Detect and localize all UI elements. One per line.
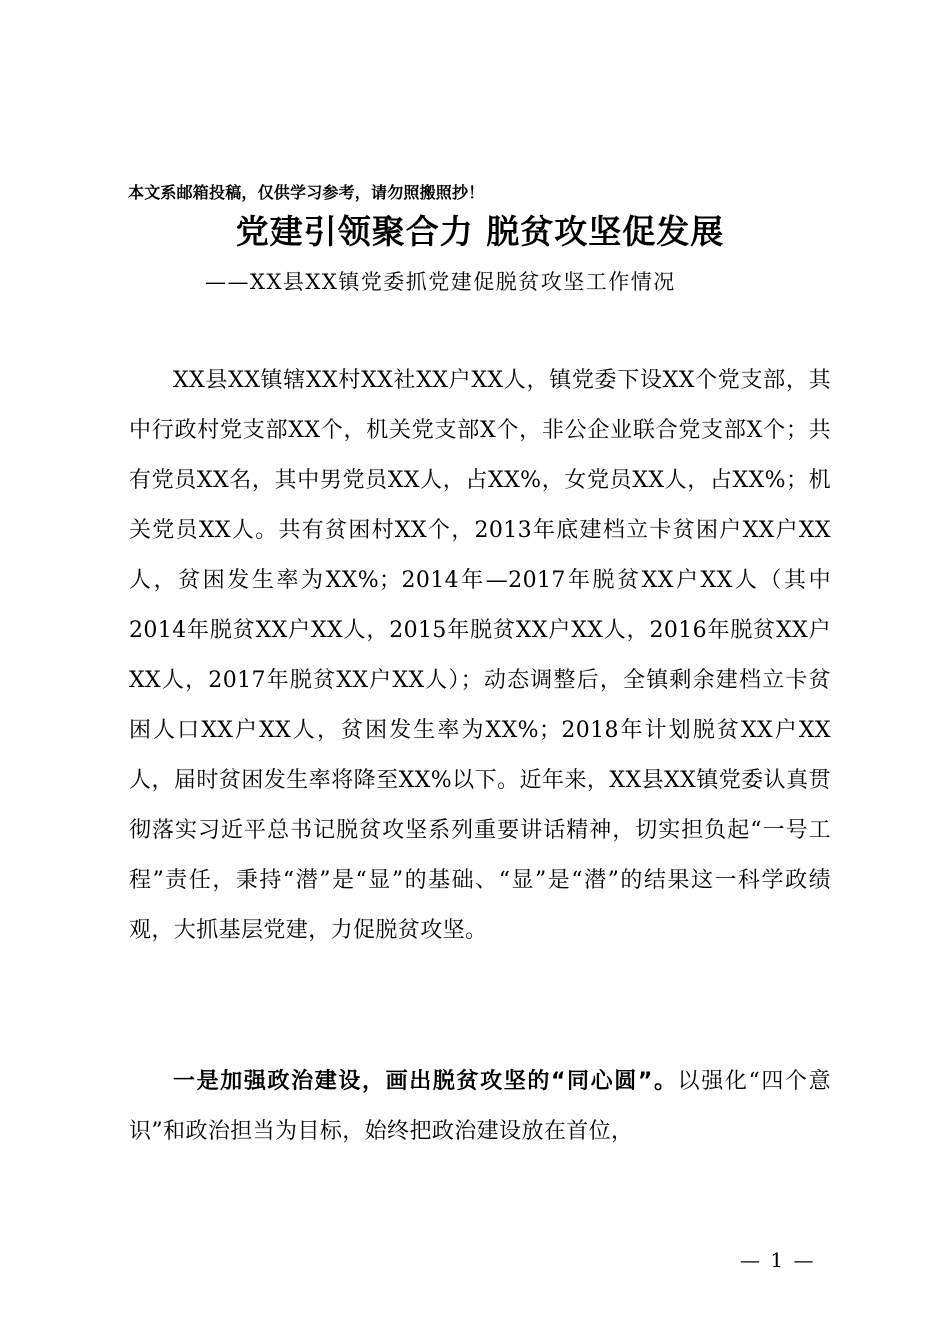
section-1-paragraph [129, 1057, 831, 1157]
section-1-text: 以强化“四个意识”和政治担当为目标，始终把政治建设放在首位， [129, 1069, 831, 1144]
document-subtitle: ——XX县XX镇党委抓党建促脱贫攻坚工作情况 [205, 270, 676, 294]
copyright-notice: 本文系邮箱投稿，仅供学习参考，请勿照搬照抄！ [128, 183, 485, 202]
document-title: 党建引领聚合力 脱贫攻坚促发展 [235, 212, 725, 251]
section-1-heading: 一是加强政治建设，画出脱贫攻坚的“同心圆”。 [173, 1069, 678, 1094]
page-number: — 1 — [740, 1248, 816, 1272]
intro-paragraph: XX县XX镇辖XX村XX社XX户XX人，镇党委下设XX个党支部，其中行政村党支部XX个，机关党支部X个，非公企业联合党支部X个；共有党员XX名，其中男党员XX人，占XX%，女党员XX人，占XX%；机关党员XX人。共有贫困村XX个，2013年底建档立卡贫困户XX户XX人，贫困发生率为XX%；2014年—2017年脱贫XX户XX人（其中2014年脱贫XX户XX人，2015年脱贫XX户XX人，2016年脱贫XX户XX人，2017年脱贫XX户XX人）；动态调整后，全镇剩余建档立卡贫困人口XX户XX人，贫困发生率为XX%；2018年计划脱贫XX户XX人，届时贫困发生率将降至XX%以下。近年来，XX县XX镇党委认真贯彻落实习近平总书记脱贫攻坚系列重要讲话精神，切实担负起“一号工程”责任，秉持“潜”是“显”的基础、“显”是“潜”的结果这一科学政绩观，大抓基层党建，力促脱贫攻坚。 [129, 368, 831, 943]
